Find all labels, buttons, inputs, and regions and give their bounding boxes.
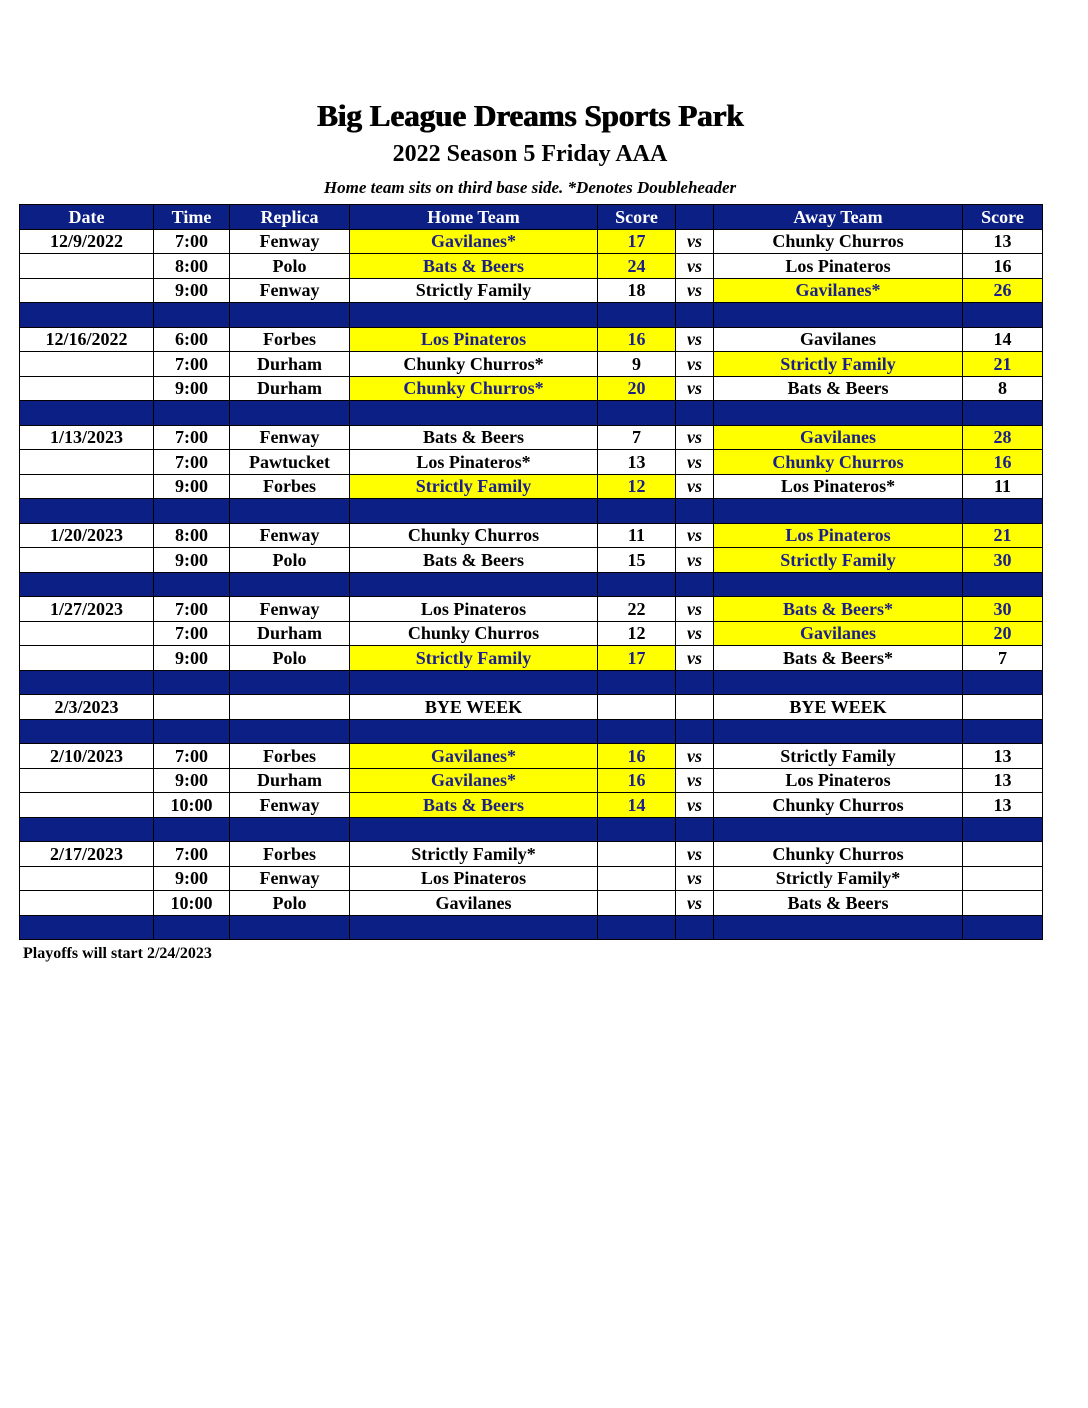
game-row — [20, 548, 1043, 573]
away-score: 16 — [963, 450, 1043, 475]
separator-cell — [20, 719, 154, 744]
game-row — [20, 450, 1043, 475]
week-separator-row — [20, 303, 1043, 328]
separator-cell — [154, 670, 230, 695]
playoffs-note: Playoffs will start 2/24/2023 — [23, 945, 212, 962]
separator-cell — [714, 670, 963, 695]
col-header-away-team: Away Team — [714, 205, 963, 230]
game-field: Forbes — [230, 474, 350, 499]
col-header-vs — [676, 205, 714, 230]
game-date — [20, 646, 154, 671]
game-date — [20, 254, 154, 279]
game-time: 7:00 — [154, 744, 230, 769]
bye-week-label: BYE WEEK — [350, 695, 598, 720]
game-field: Forbes — [230, 327, 350, 352]
separator-cell — [963, 499, 1043, 524]
vs-label: vs — [676, 768, 714, 793]
separator-cell — [154, 303, 230, 328]
vs-label: vs — [676, 891, 714, 916]
separator-cell — [20, 915, 154, 940]
game-field: Forbes — [230, 744, 350, 769]
home-team: Bats & Beers — [350, 793, 598, 818]
game-time: 10:00 — [154, 891, 230, 916]
week-separator-row — [20, 670, 1043, 695]
vs-label — [676, 695, 714, 720]
vs-label: vs — [676, 621, 714, 646]
week-separator-row — [20, 915, 1043, 940]
home-team: Chunky Churros — [350, 621, 598, 646]
home-score: 24 — [598, 254, 676, 279]
vs-label: vs — [676, 278, 714, 303]
separator-cell — [230, 719, 350, 744]
separator-cell — [963, 572, 1043, 597]
game-date: 2/3/2023 — [20, 695, 154, 720]
separator-cell — [154, 401, 230, 426]
separator-cell — [350, 572, 598, 597]
away-team: Bats & Beers* — [714, 646, 963, 671]
home-team: Los Pinateros — [350, 597, 598, 622]
week-separator-row — [20, 499, 1043, 524]
vs-label: vs — [676, 866, 714, 891]
game-row — [20, 597, 1043, 622]
home-score — [598, 866, 676, 891]
page-subtitle: 2022 Season 5 Friday AAA — [392, 141, 668, 167]
game-date: 12/16/2022 — [20, 327, 154, 352]
separator-cell — [963, 817, 1043, 842]
game-row — [20, 842, 1043, 867]
home-team: Gavilanes* — [350, 744, 598, 769]
separator-cell — [963, 670, 1043, 695]
separator-cell — [714, 303, 963, 328]
game-row — [20, 327, 1043, 352]
separator-cell — [230, 303, 350, 328]
away-team: Gavilanes — [714, 425, 963, 450]
separator-cell — [598, 719, 676, 744]
game-row — [20, 646, 1043, 671]
bye-week-label: BYE WEEK — [714, 695, 963, 720]
col-header-home-team: Home Team — [350, 205, 598, 230]
week-separator-row — [20, 719, 1043, 744]
separator-cell — [963, 401, 1043, 426]
game-field: Durham — [230, 352, 350, 377]
game-field: Pawtucket — [230, 450, 350, 475]
home-score: 16 — [598, 744, 676, 769]
game-time: 8:00 — [154, 254, 230, 279]
away-score: 21 — [963, 523, 1043, 548]
separator-cell — [350, 670, 598, 695]
home-score: 9 — [598, 352, 676, 377]
separator-cell — [676, 817, 714, 842]
home-team: Strictly Family — [350, 474, 598, 499]
separator-cell — [714, 719, 963, 744]
away-score: 14 — [963, 327, 1043, 352]
home-team: Chunky Churros — [350, 523, 598, 548]
header-row — [20, 205, 1043, 230]
vs-label: vs — [676, 229, 714, 254]
away-score: 11 — [963, 474, 1043, 499]
game-row — [20, 744, 1043, 769]
game-field: Fenway — [230, 523, 350, 548]
vs-label: vs — [676, 744, 714, 769]
game-time: 8:00 — [154, 523, 230, 548]
home-score: 12 — [598, 474, 676, 499]
separator-cell — [20, 817, 154, 842]
game-time: 9:00 — [154, 474, 230, 499]
separator-cell — [350, 817, 598, 842]
separator-cell — [154, 719, 230, 744]
game-date — [20, 621, 154, 646]
separator-cell — [598, 401, 676, 426]
home-team: Chunky Churros* — [350, 352, 598, 377]
home-score: 12 — [598, 621, 676, 646]
away-team: Strictly Family — [714, 352, 963, 377]
game-field: Polo — [230, 548, 350, 573]
separator-cell — [20, 303, 154, 328]
game-row — [20, 376, 1043, 401]
home-score: 15 — [598, 548, 676, 573]
game-row — [20, 474, 1043, 499]
away-team: Chunky Churros — [714, 842, 963, 867]
home-score: 17 — [598, 229, 676, 254]
separator-cell — [230, 499, 350, 524]
separator-cell — [154, 915, 230, 940]
home-team: Gavilanes — [350, 891, 598, 916]
separator-cell — [963, 719, 1043, 744]
separator-cell — [350, 915, 598, 940]
away-score: 13 — [963, 793, 1043, 818]
away-team: Gavilanes — [714, 621, 963, 646]
game-row — [20, 352, 1043, 377]
away-team: Los Pinateros — [714, 523, 963, 548]
separator-cell — [20, 401, 154, 426]
game-row — [20, 425, 1043, 450]
separator-cell — [676, 572, 714, 597]
home-score — [598, 842, 676, 867]
away-score — [963, 842, 1043, 867]
game-field: Polo — [230, 254, 350, 279]
game-time: 7:00 — [154, 450, 230, 475]
separator-cell — [230, 670, 350, 695]
game-time: 9:00 — [154, 278, 230, 303]
game-field: Fenway — [230, 866, 350, 891]
game-row — [20, 278, 1043, 303]
vs-label: vs — [676, 450, 714, 475]
home-score — [598, 695, 676, 720]
vs-label: vs — [676, 352, 714, 377]
schedule-table — [19, 204, 1043, 940]
away-team: Los Pinateros — [714, 768, 963, 793]
home-score — [598, 891, 676, 916]
game-row — [20, 866, 1043, 891]
week-separator-row — [20, 401, 1043, 426]
game-time: 7:00 — [154, 425, 230, 450]
away-score: 30 — [963, 548, 1043, 573]
away-team: Bats & Beers — [714, 891, 963, 916]
away-score — [963, 866, 1043, 891]
away-score: 8 — [963, 376, 1043, 401]
separator-cell — [714, 817, 963, 842]
away-score: 13 — [963, 229, 1043, 254]
separator-cell — [676, 719, 714, 744]
separator-cell — [676, 670, 714, 695]
away-team: Chunky Churros — [714, 793, 963, 818]
page-title: Big League Dreams Sports Park — [316, 98, 744, 133]
home-team: Bats & Beers — [350, 254, 598, 279]
away-team: Bats & Beers — [714, 376, 963, 401]
home-score: 18 — [598, 278, 676, 303]
away-team: Gavilanes* — [714, 278, 963, 303]
game-time: 6:00 — [154, 327, 230, 352]
schedule-body — [20, 229, 1043, 940]
game-field: Polo — [230, 646, 350, 671]
home-team: Strictly Family — [350, 646, 598, 671]
separator-cell — [230, 817, 350, 842]
separator-cell — [714, 572, 963, 597]
game-time: 9:00 — [154, 646, 230, 671]
home-team: Strictly Family — [350, 278, 598, 303]
separator-cell — [154, 499, 230, 524]
game-date — [20, 278, 154, 303]
home-team: Gavilanes* — [350, 768, 598, 793]
col-header-date: Date — [20, 205, 154, 230]
away-team: Strictly Family — [714, 548, 963, 573]
separator-cell — [230, 401, 350, 426]
game-date — [20, 352, 154, 377]
home-team: Strictly Family* — [350, 842, 598, 867]
home-team: Los Pinateros — [350, 327, 598, 352]
game-date: 2/10/2023 — [20, 744, 154, 769]
game-row — [20, 254, 1043, 279]
separator-cell — [963, 915, 1043, 940]
vs-label: vs — [676, 646, 714, 671]
vs-label: vs — [676, 793, 714, 818]
away-team: Chunky Churros — [714, 450, 963, 475]
game-field: Durham — [230, 768, 350, 793]
home-team: Bats & Beers — [350, 548, 598, 573]
vs-label: vs — [676, 376, 714, 401]
home-score: 20 — [598, 376, 676, 401]
away-team: Los Pinateros — [714, 254, 963, 279]
col-header-replica: Replica — [230, 205, 350, 230]
home-score: 13 — [598, 450, 676, 475]
game-time — [154, 695, 230, 720]
away-team: Gavilanes — [714, 327, 963, 352]
game-date — [20, 793, 154, 818]
game-time: 9:00 — [154, 376, 230, 401]
home-score: 11 — [598, 523, 676, 548]
home-score: 7 — [598, 425, 676, 450]
away-score: 16 — [963, 254, 1043, 279]
away-score: 13 — [963, 768, 1043, 793]
separator-cell — [676, 915, 714, 940]
separator-cell — [20, 572, 154, 597]
game-field: Fenway — [230, 229, 350, 254]
game-time: 7:00 — [154, 229, 230, 254]
game-date: 1/13/2023 — [20, 425, 154, 450]
home-team: Bats & Beers — [350, 425, 598, 450]
game-time: 7:00 — [154, 842, 230, 867]
vs-label: vs — [676, 523, 714, 548]
home-team: Gavilanes* — [350, 229, 598, 254]
game-field: Fenway — [230, 278, 350, 303]
game-date: 12/9/2022 — [20, 229, 154, 254]
vs-label: vs — [676, 474, 714, 499]
away-score: 20 — [963, 621, 1043, 646]
separator-cell — [714, 499, 963, 524]
away-score — [963, 891, 1043, 916]
home-team: Chunky Churros* — [350, 376, 598, 401]
game-time: 9:00 — [154, 548, 230, 573]
separator-cell — [20, 499, 154, 524]
home-score: 22 — [598, 597, 676, 622]
home-score: 16 — [598, 327, 676, 352]
separator-cell — [350, 499, 598, 524]
game-field: Polo — [230, 891, 350, 916]
vs-label: vs — [676, 425, 714, 450]
home-score: 17 — [598, 646, 676, 671]
game-row — [20, 768, 1043, 793]
game-date — [20, 450, 154, 475]
game-date: 1/20/2023 — [20, 523, 154, 548]
col-header-away-score: Score — [963, 205, 1043, 230]
away-score: 7 — [963, 646, 1043, 671]
separator-cell — [676, 499, 714, 524]
game-date — [20, 474, 154, 499]
col-header-home-score: Score — [598, 205, 676, 230]
away-team: Strictly Family* — [714, 866, 963, 891]
game-date — [20, 891, 154, 916]
vs-label: vs — [676, 842, 714, 867]
away-score: 30 — [963, 597, 1043, 622]
game-date: 1/27/2023 — [20, 597, 154, 622]
game-row — [20, 621, 1043, 646]
game-field: Fenway — [230, 597, 350, 622]
game-date — [20, 866, 154, 891]
home-score: 14 — [598, 793, 676, 818]
game-date — [20, 376, 154, 401]
game-field: Durham — [230, 376, 350, 401]
away-score: 26 — [963, 278, 1043, 303]
away-score: 28 — [963, 425, 1043, 450]
game-time: 10:00 — [154, 793, 230, 818]
separator-cell — [230, 915, 350, 940]
separator-cell — [598, 499, 676, 524]
separator-cell — [230, 572, 350, 597]
bye-week-row — [20, 695, 1043, 720]
game-time: 9:00 — [154, 768, 230, 793]
vs-label: vs — [676, 548, 714, 573]
separator-cell — [20, 670, 154, 695]
week-separator-row — [20, 817, 1043, 842]
game-row — [20, 793, 1043, 818]
separator-cell — [598, 915, 676, 940]
game-time: 7:00 — [154, 621, 230, 646]
separator-cell — [676, 401, 714, 426]
game-field: Durham — [230, 621, 350, 646]
game-row — [20, 229, 1043, 254]
away-team: Chunky Churros — [714, 229, 963, 254]
game-row — [20, 523, 1043, 548]
separator-cell — [350, 401, 598, 426]
away-score: 21 — [963, 352, 1043, 377]
game-date: 2/17/2023 — [20, 842, 154, 867]
home-team: Los Pinateros* — [350, 450, 598, 475]
away-team: Los Pinateros* — [714, 474, 963, 499]
home-team: Los Pinateros — [350, 866, 598, 891]
game-field: Forbes — [230, 842, 350, 867]
vs-label: vs — [676, 327, 714, 352]
separator-cell — [714, 915, 963, 940]
separator-cell — [350, 303, 598, 328]
separator-cell — [598, 670, 676, 695]
away-score: 13 — [963, 744, 1043, 769]
away-score — [963, 695, 1043, 720]
away-team: Strictly Family — [714, 744, 963, 769]
vs-label: vs — [676, 254, 714, 279]
game-time: 9:00 — [154, 866, 230, 891]
separator-cell — [598, 817, 676, 842]
game-time: 7:00 — [154, 352, 230, 377]
separator-cell — [350, 719, 598, 744]
separator-cell — [598, 303, 676, 328]
separator-cell — [154, 817, 230, 842]
game-field: Fenway — [230, 793, 350, 818]
separator-cell — [963, 303, 1043, 328]
game-time: 7:00 — [154, 597, 230, 622]
separator-cell — [598, 572, 676, 597]
away-team: Bats & Beers* — [714, 597, 963, 622]
doubleheader-note: Home team sits on third base side. *Denotes Doubleheader — [323, 178, 737, 197]
home-score: 16 — [598, 768, 676, 793]
col-header-time: Time — [154, 205, 230, 230]
vs-label: vs — [676, 597, 714, 622]
separator-cell — [676, 303, 714, 328]
game-row — [20, 891, 1043, 916]
game-date — [20, 548, 154, 573]
separator-cell — [714, 401, 963, 426]
game-field — [230, 695, 350, 720]
separator-cell — [154, 572, 230, 597]
week-separator-row — [20, 572, 1043, 597]
game-date — [20, 768, 154, 793]
game-field: Fenway — [230, 425, 350, 450]
